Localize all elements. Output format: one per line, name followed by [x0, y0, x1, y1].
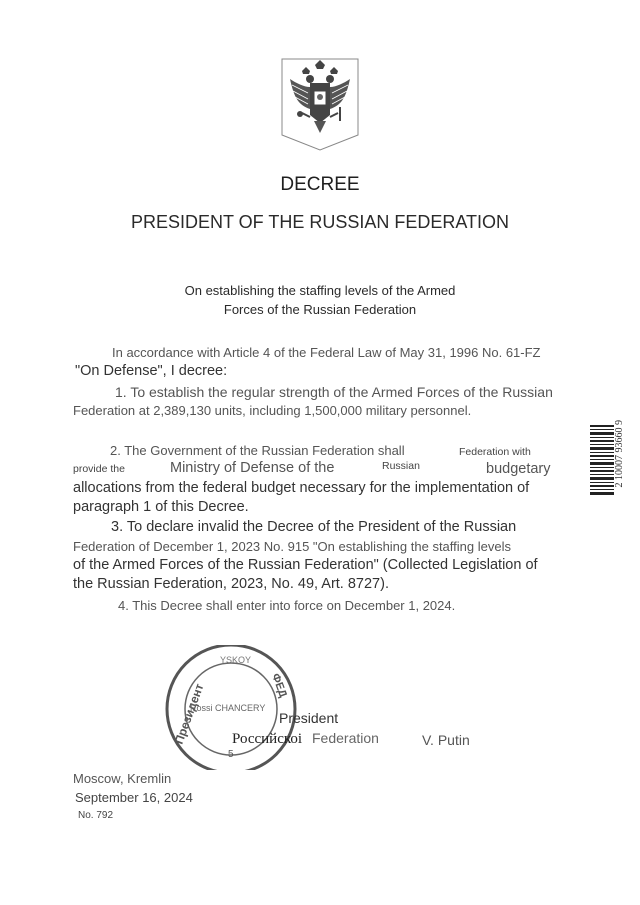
subject-line-2: Forces of the Russian Federation: [223, 302, 417, 317]
seal-right-text: ФЕД: [269, 671, 289, 700]
paragraph-3-line-2: Federation of December 1, 2023 No. 915 "On establishing the staffing levels: [73, 539, 511, 554]
decree-number: No. 792: [78, 810, 114, 821]
signatory-title: President: [279, 710, 339, 726]
preamble-line-2: "On Defense", I decree:: [75, 363, 228, 379]
seal-icon: [162, 645, 303, 770]
seal-number: 5: [228, 749, 234, 760]
seal-top-text: YSKOY: [220, 655, 252, 665]
paragraph-2-line-3: allocations from the federal budget necessary for the implementation of: [73, 480, 530, 496]
subject-line-1: On establishing the staffing levels of the Armed: [184, 283, 456, 298]
signatory-federation: Federation: [312, 730, 379, 746]
seal-left-text: Президент: [171, 681, 207, 747]
decree-title: DECREE: [280, 174, 360, 195]
paragraph-1-line-2: Federation at 2,389,130 units, including 1,500,000 military personnel.: [73, 403, 472, 418]
official-seal: [162, 645, 303, 770]
paragraph-4-line-1: 4. This Decree shall enter into force on December 1, 2024.: [118, 598, 456, 613]
signatory-country-ru: Российскоі: [232, 731, 303, 747]
paragraph-2-part-d: Ministry of Defense of the: [170, 460, 335, 476]
signing-date: September 16, 2024: [75, 790, 193, 805]
paragraph-2-part-a: 2. The Government of the Russian Federation shall: [110, 443, 405, 458]
double-headed-eagle-icon: [280, 57, 360, 152]
paragraph-2-part-c: provide the: [73, 463, 125, 475]
state-emblem: [280, 57, 360, 152]
paragraph-3-line-1: 3. To declare invalid the Decree of the President of the Russian: [111, 519, 517, 535]
paragraph-3-line-3: of the Armed Forces of the Russian Federation" (Collected Legislation of: [73, 557, 538, 573]
barcode-icon: [590, 425, 614, 497]
seal-center-text: Rossi CHANCERY: [190, 703, 266, 713]
paragraph-1-line-1: 1. To establish the regular strength of the Armed Forces of the Russian: [115, 384, 553, 400]
preamble-line-1: In accordance with Article 4 of the Federal Law of May 31, 1996 No. 61-FZ: [112, 345, 541, 360]
paragraph-2-part-f: budgetary: [486, 461, 551, 477]
paragraph-2-part-b: Federation with: [459, 446, 531, 458]
paragraph-2-part-e: Russian: [382, 460, 420, 472]
issuer-title: PRESIDENT OF THE RUSSIAN FEDERATION: [130, 212, 510, 232]
paragraph-3-line-4: the Russian Federation, 2023, No. 49, Art. 8727).: [73, 576, 389, 592]
barcode-digits: 2 10007 93660 9: [614, 420, 625, 488]
signing-place: Moscow, Kremlin: [73, 771, 172, 786]
decree-subject: [0, 281, 640, 319]
signatory-name: V. Putin: [422, 732, 470, 748]
paragraph-2-line-4: paragraph 1 of this Decree.: [73, 499, 249, 515]
